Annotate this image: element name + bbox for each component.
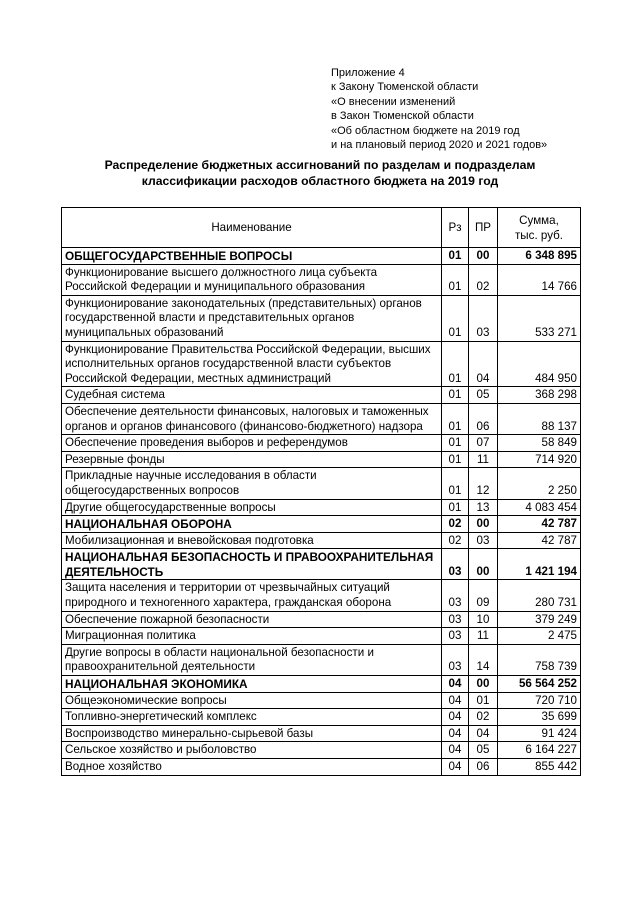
table-row (62, 644, 581, 675)
row-sum: 35 699 (498, 709, 581, 726)
row-rz: 03 (442, 580, 469, 611)
table-row (62, 403, 581, 434)
row-rz: 03 (442, 644, 469, 675)
appendix-line: в Закон Тюменской области (331, 110, 474, 123)
row-sum: 379 249 (498, 611, 581, 628)
header-rz: Рз (442, 208, 469, 248)
row-name: Прикладные научные исследования в области общегосударственных вопросов (62, 468, 442, 499)
row-name: Воспроизводство минерально-сырьевой базы (62, 725, 442, 742)
row-name: НАЦИОНАЛЬНАЯ ЭКОНОМИКА (62, 676, 442, 693)
row-sum: 2 250 (498, 468, 581, 499)
row-name: Другие вопросы в области национальной безопасности и правоохранительной деятельности (62, 644, 442, 675)
row-pr: 12 (469, 468, 498, 499)
row-rz: 01 (442, 403, 469, 434)
row-pr: 00 (469, 248, 498, 265)
row-name: Водное хозяйство (62, 759, 442, 776)
table-row (62, 435, 581, 452)
header-name: Наименование (62, 208, 442, 248)
row-name: Защита населения и территории от чрезвычайных ситуаций природного и техногенного характера, гражданская оборона (62, 580, 442, 611)
row-sum: 58 849 (498, 435, 581, 452)
row-name: Судебная система (62, 387, 442, 404)
row-rz: 01 (442, 295, 469, 341)
row-sum: 6 164 227 (498, 742, 581, 759)
row-sum: 91 424 (498, 725, 581, 742)
row-pr: 11 (469, 628, 498, 645)
row-sum: 6 348 895 (498, 248, 581, 265)
table-row (62, 759, 581, 776)
appendix-line: Приложение 4 (331, 67, 405, 79)
row-rz: 01 (442, 468, 469, 499)
row-name: Топливно-энергетический комплекс (62, 709, 442, 726)
header-sum-line: тыс. руб. (515, 229, 563, 242)
row-name: Общеэкономические вопросы (62, 692, 442, 709)
appendix-line: «Об областном бюджете на 2019 год (331, 124, 520, 137)
row-pr: 04 (469, 725, 498, 742)
row-pr: 00 (469, 549, 498, 580)
row-sum: 42 787 (498, 532, 581, 549)
row-name: Сельское хозяйство и рыболовство (62, 742, 442, 759)
row-name: Функционирование высшего должностного лица субъекта Российской Федерации и муниципального образования (62, 264, 442, 295)
title-line: Распределение бюджетных ассигнований по разделам и подразделам (104, 158, 536, 172)
row-pr: 04 (469, 341, 498, 387)
row-sum: 2 475 (498, 628, 581, 645)
row-pr: 14 (469, 644, 498, 675)
row-rz: 02 (442, 516, 469, 533)
appendix-line: и на плановый период 2020 и 2021 годов» (331, 139, 548, 152)
row-name: Обеспечение деятельности финансовых, налоговых и таможенных органов и органов финансового (финансово-бюджетного) надзора (62, 403, 442, 434)
row-rz: 01 (442, 248, 469, 265)
appendix-line: «О внесении изменений (331, 95, 456, 108)
table-row (62, 387, 581, 404)
row-pr: 01 (469, 692, 498, 709)
row-name: Мобилизационная и вневойсковая подготовка (62, 532, 442, 549)
section-row (62, 549, 581, 580)
row-rz: 01 (442, 264, 469, 295)
header-sum (498, 208, 581, 248)
row-sum: 855 442 (498, 759, 581, 776)
table-row (62, 532, 581, 549)
row-sum: 533 271 (498, 295, 581, 341)
row-rz: 04 (442, 725, 469, 742)
table-row (62, 692, 581, 709)
row-pr: 07 (469, 435, 498, 452)
row-rz: 03 (442, 611, 469, 628)
section-row (62, 248, 581, 265)
row-pr: 05 (469, 387, 498, 404)
row-pr: 00 (469, 676, 498, 693)
row-rz: 04 (442, 742, 469, 759)
row-pr: 11 (469, 451, 498, 468)
row-rz: 01 (442, 499, 469, 516)
row-rz: 03 (442, 628, 469, 645)
row-sum: 714 920 (498, 451, 581, 468)
budget-table (61, 207, 581, 776)
row-pr: 06 (469, 403, 498, 434)
row-name: Функционирование Правительства Российской Федерации, высших исполнительных органов государственной власти субъектов Российской Федерации, местных администраций (62, 341, 442, 387)
row-pr: 02 (469, 264, 498, 295)
row-sum: 4 083 454 (498, 499, 581, 516)
row-rz: 04 (442, 759, 469, 776)
table-body (62, 248, 581, 776)
row-pr: 09 (469, 580, 498, 611)
table-row (62, 709, 581, 726)
row-name: ОБЩЕГОСУДАРСТВЕННЫЕ ВОПРОСЫ (62, 248, 442, 265)
title-line: классификации расходов областного бюджета на 2019 год (141, 174, 499, 188)
row-name: Функционирование законодательных (представительных) органов государственной власти и представительных органов муниципальных образований (62, 295, 442, 341)
section-row (62, 516, 581, 533)
row-pr: 06 (469, 759, 498, 776)
row-name: Миграционная политика (62, 628, 442, 645)
document-title (0, 157, 640, 189)
row-pr: 13 (469, 499, 498, 516)
section-row (62, 676, 581, 693)
row-name: Обеспечение проведения выборов и референдумов (62, 435, 442, 452)
row-name: Обеспечение пожарной безопасности (62, 611, 442, 628)
row-rz: 01 (442, 341, 469, 387)
appendix-reference (331, 66, 547, 152)
row-rz: 03 (442, 549, 469, 580)
row-rz: 01 (442, 435, 469, 452)
table-row (62, 725, 581, 742)
row-sum: 484 950 (498, 341, 581, 387)
table-row (62, 580, 581, 611)
row-sum: 280 731 (498, 580, 581, 611)
row-name: НАЦИОНАЛЬНАЯ БЕЗОПАСНОСТЬ И ПРАВООХРАНИТЕЛЬНАЯ ДЕЯТЕЛЬНОСТЬ (62, 549, 442, 580)
row-sum: 720 710 (498, 692, 581, 709)
row-sum: 42 787 (498, 516, 581, 533)
row-name: НАЦИОНАЛЬНАЯ ОБОРОНА (62, 516, 442, 533)
table-row (62, 611, 581, 628)
table-row (62, 451, 581, 468)
table-header-row (62, 208, 581, 248)
row-pr: 03 (469, 295, 498, 341)
row-name: Резервные фонды (62, 451, 442, 468)
table-row (62, 499, 581, 516)
row-sum: 1 421 194 (498, 549, 581, 580)
row-pr: 02 (469, 709, 498, 726)
row-sum: 368 298 (498, 387, 581, 404)
row-sum: 14 766 (498, 264, 581, 295)
table-row (62, 468, 581, 499)
table-row (62, 341, 581, 387)
table-row (62, 295, 581, 341)
row-name: Другие общегосударственные вопросы (62, 499, 442, 516)
table-row (62, 628, 581, 645)
row-rz: 02 (442, 532, 469, 549)
table-row (62, 742, 581, 759)
row-rz: 04 (442, 692, 469, 709)
header-sum-line: Сумма, (519, 214, 559, 227)
row-rz: 04 (442, 709, 469, 726)
row-rz: 04 (442, 676, 469, 693)
appendix-line: к Закону Тюменской области (331, 81, 479, 94)
row-pr: 00 (469, 516, 498, 533)
row-sum: 88 137 (498, 403, 581, 434)
row-rz: 01 (442, 451, 469, 468)
row-pr: 03 (469, 532, 498, 549)
header-pr: ПР (469, 208, 498, 248)
row-sum: 758 739 (498, 644, 581, 675)
row-pr: 05 (469, 742, 498, 759)
table-row (62, 264, 581, 295)
row-sum: 56 564 252 (498, 676, 581, 693)
row-rz: 01 (442, 387, 469, 404)
row-pr: 10 (469, 611, 498, 628)
